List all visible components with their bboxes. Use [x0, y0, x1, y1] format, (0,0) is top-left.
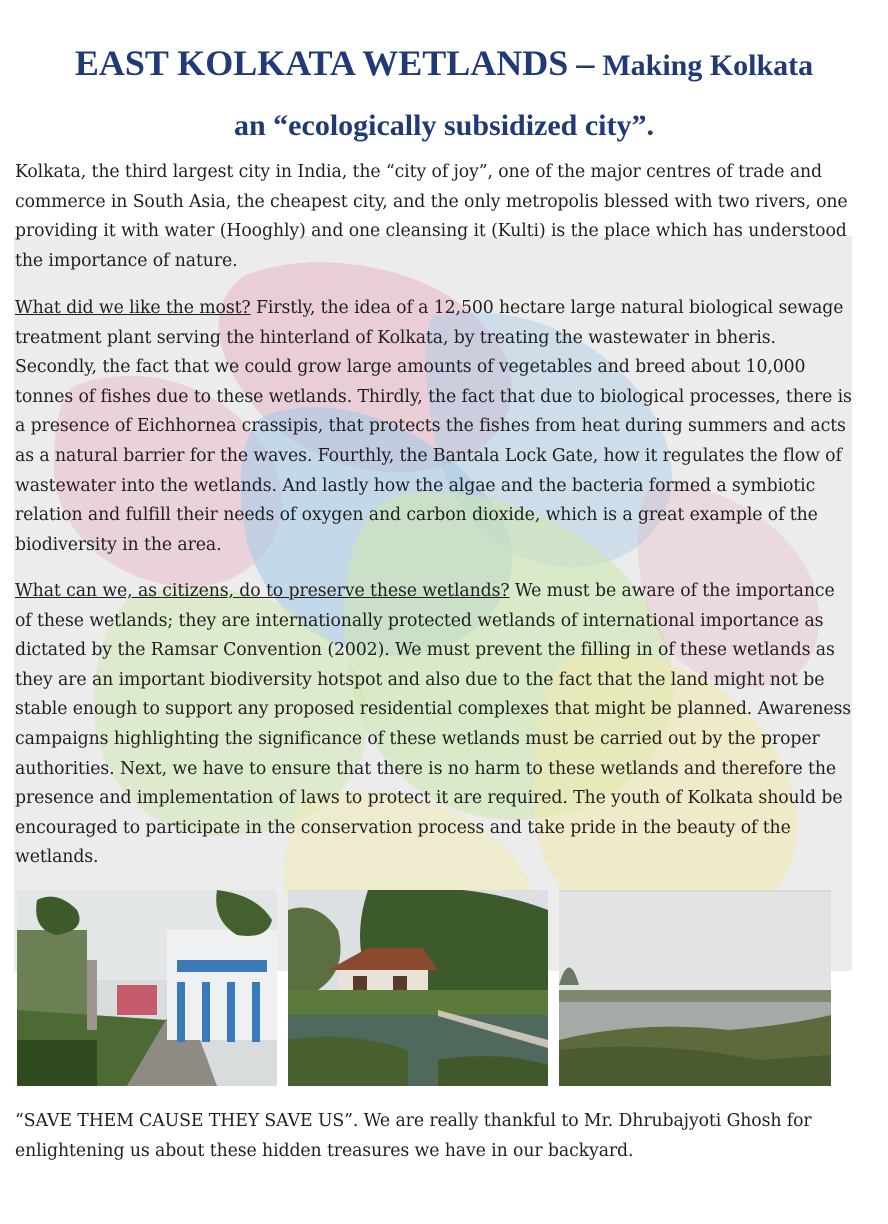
hut-by-pond-photo — [288, 890, 548, 1086]
wetland-lake-photo — [559, 890, 831, 1086]
liked-paragraph — [15, 294, 853, 560]
page-title — [0, 34, 888, 155]
liked-question: What did we like the most? — [15, 298, 251, 318]
title-dash: – — [576, 43, 595, 83]
intro-paragraph: Kolkata, the third largest city in India, the “city of joy”, one of the major centres of trade and commerce in South Asia, the cheapest city, and the only metropolis blessed with two rivers, one providing it with water (Hooghly) and one cleansing it (Kulti) is the place which has understood the importance of nature. — [15, 162, 848, 271]
preserve-question: What can we, as citizens, do to preserve these wetlands? — [15, 581, 510, 601]
title-main: EAST KOLKATA WETLANDS — [74, 43, 569, 83]
preserve-paragraph — [15, 577, 853, 873]
preserve-body: We must be aware of the importance of these wetlands; they are internationally protected wetlands of international importance as dictated by the Ramsar Convention (2002). We must prevent the filling in of these wetlands as they are an important biodiversity hotspot and also due to the fact that the land might not be stable enough to support any proposed residential complexes that might be planned. Awareness campaigns highlighting the significance of these wetlands must be carried out by the proper authorities. Next, we have to ensure that there is no harm to these wetlands and therefore the presence and implementation of laws to protect it are required. The youth of Kolkata should be encouraged to participate in the conservation process and take pride in the beauty of the wetlands. — [15, 581, 852, 868]
lock-gate-road-photo — [17, 890, 277, 1086]
title-line-2: an “ecologically subsidized city”. — [234, 109, 654, 142]
liked-body: Firstly, the idea of a 12,500 hectare large natural biological sewage treatment plant serving the hinterland of Kolkata, by treating the wastewater in bheris. Secondly, the fact that we could grow large amounts of vegetables and breed about 10,000 tonnes of fishes due to these wetlands. Thirdly, the fact that due to biological processes, there is a presence of Eichhornea crassipis, that protects the fishes from heat during summers and acts as a natural barrier for the waves. Fourthly, the Bantala Lock Gate, how it regulates the flow of wastewater into the wetlands. And lastly how the algae and the bacteria formed a symbiotic relation and fulfill their needs of oxygen and carbon dioxide, which is a great example of the biodiversity in the area. — [15, 298, 852, 555]
title-sub: Making Kolkata — [602, 49, 814, 82]
closing-paragraph: “SAVE THEM CAUSE THEY SAVE US”. We are really thankful to Mr. Dhrubajyoti Ghosh for enlightening us about these hidden treasures we have in our backyard. — [15, 1111, 812, 1161]
